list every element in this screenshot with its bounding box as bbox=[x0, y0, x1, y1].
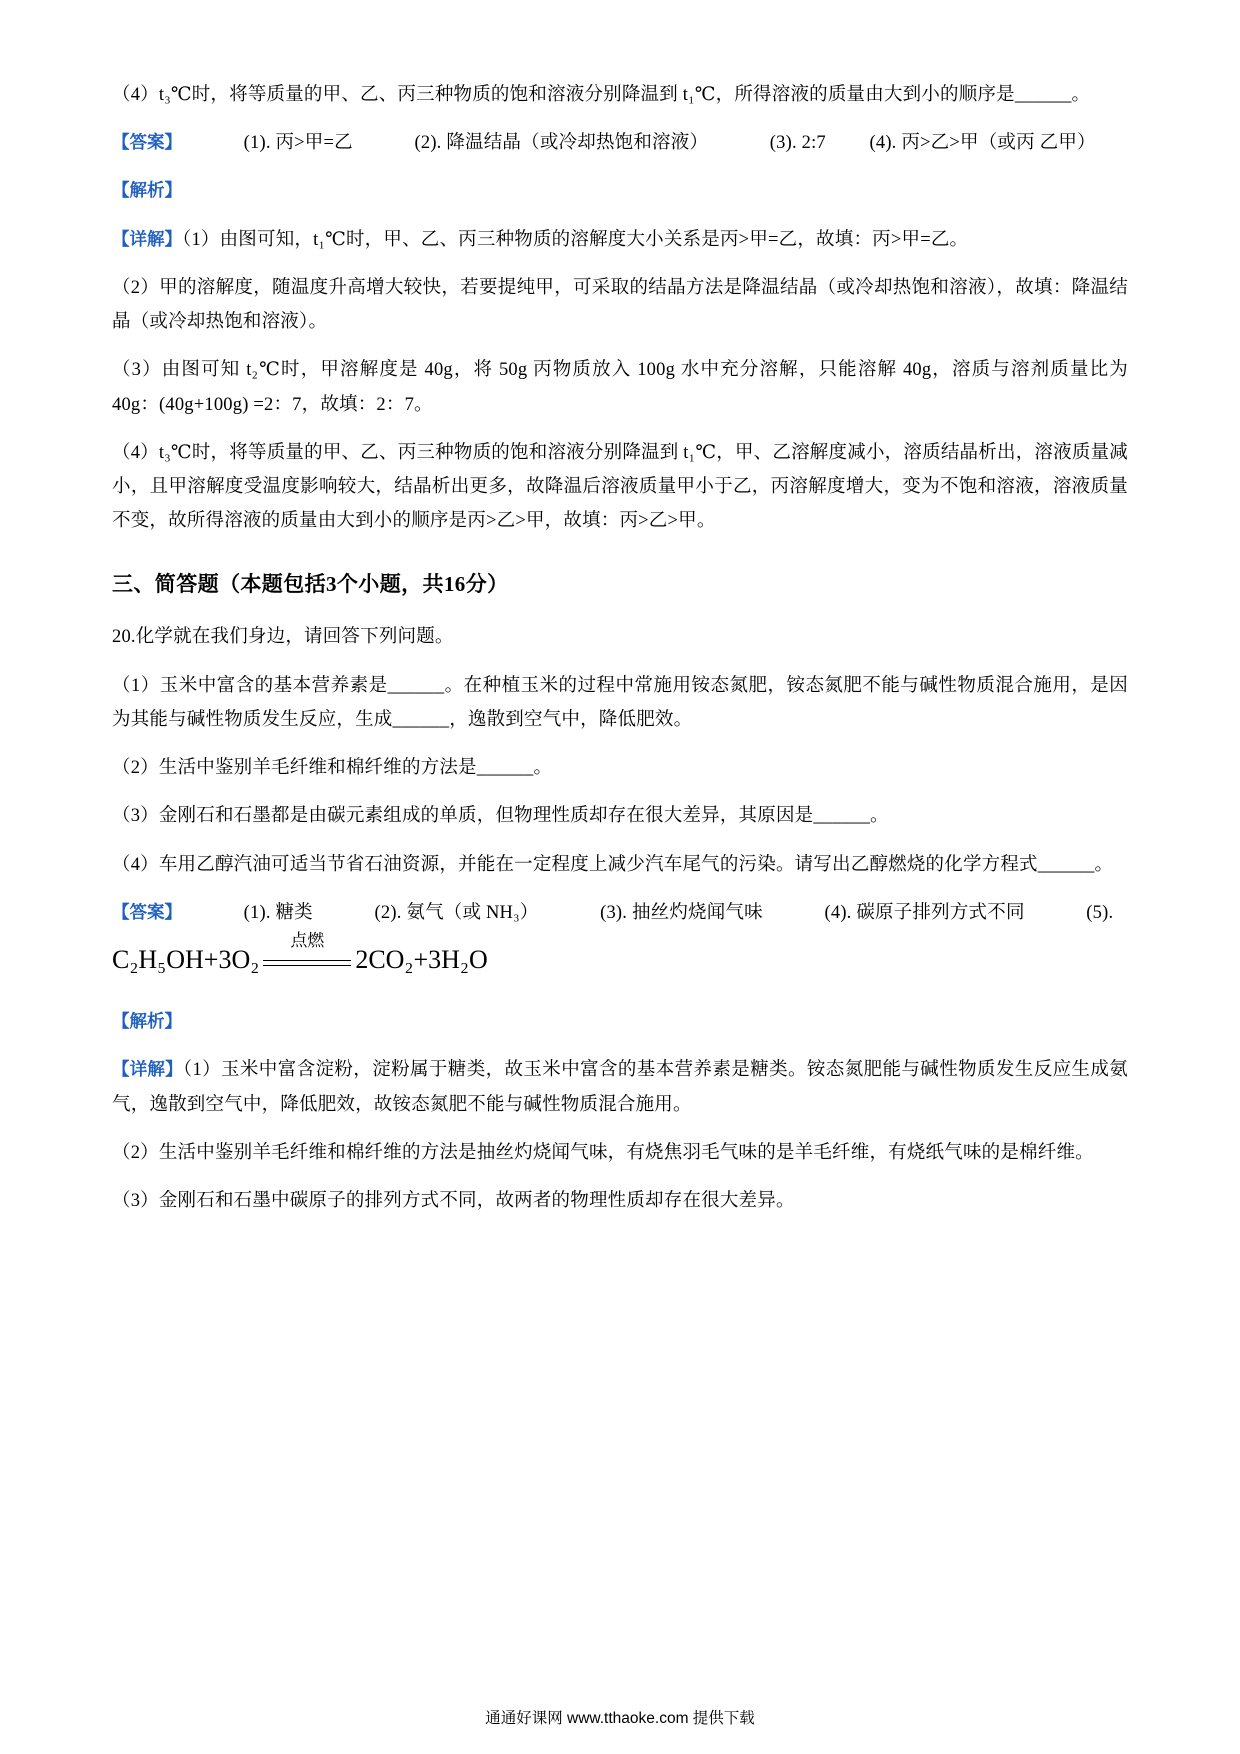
q19-detail-2: （2）甲的溶解度，随温度升高增大较快，若要提纯甲，可采取的结晶方法是降温结晶（或冷却热饱和溶液），故填：降温结晶（或冷却热饱和溶液）。 bbox=[112, 277, 1128, 333]
q20-answer-5: (5). bbox=[1086, 902, 1114, 923]
page-footer: 通通好课网 www.tthaoke.com 提供下载 bbox=[485, 1710, 755, 1727]
q19-detail-3: （3）由图可知 t₂℃时，甲溶解度是 40g，将 50g 丙物质放入 100g 水中充分溶解，只能溶解 40g，溶质与溶剂质量比为 40g：(40g+100g) =2：7，故填：2：7。 bbox=[112, 360, 1128, 415]
q19-detail-4: （4）t₃℃时，将等质量的甲、乙、丙三种物质的饱和溶液分别降温到 t₁℃，甲、乙溶解度减小，溶质结晶析出，溶液质量减小，且甲溶解度受温度影响较大，结晶析出更多，故降温后溶液质量甲小于乙，丙溶解度增大，变为不饱和溶液，溶液质量不变，故所得溶液的质量由大到小的顺序是丙>乙>甲，故填：丙>乙>甲。 bbox=[112, 442, 1128, 532]
q20-detail-3: （3）金刚石和石墨中碳原子的排列方式不同，故两者的物理性质却存在很大差异。 bbox=[112, 1191, 795, 1211]
q19-answer-1: (1). 丙>甲=乙 bbox=[243, 133, 353, 154]
q19-analysis-tag-line bbox=[112, 174, 1128, 208]
q20-chemical-equation bbox=[112, 931, 1128, 975]
q20-answer-1: (1). 糖类 bbox=[243, 902, 313, 923]
q19-detail-1-text: （1）由图可知，t₁℃时，甲、乙、丙三种物质的溶解度大小关系是丙>甲=乙，故填：丙>甲=乙。 bbox=[182, 229, 969, 250]
q20-answer-2: (2). 氨气（或 NH₃） bbox=[374, 902, 539, 923]
q20-detail-1-text: （1）玉米中富含淀粉，淀粉属于糖类，故玉米中富含的基本营养素是糖类。铵态氮肥能与碱性物质发生反应生成氨气，逸散到空气中，降低肥效，故铵态氮肥不能与碱性物质混合施用。 bbox=[112, 1060, 1128, 1115]
q20-answer-4: (4). 碳原子排列方式不同 bbox=[824, 902, 1025, 923]
answer-tag: 【答案】 bbox=[112, 132, 182, 153]
equation-left: C₂H₅OH+3O₂ bbox=[112, 944, 260, 974]
q19-answer-3: (3). 2:7 bbox=[769, 133, 826, 154]
q19-answer-4-wrap: 乙甲） bbox=[1039, 133, 1096, 154]
q19-answer-4: (4). 丙>乙>甲（或丙 bbox=[869, 133, 1035, 154]
q20-detail-2: （2）生活中鉴别羊毛纤维和棉纤维的方法是抽丝灼烧闻气味，有烧焦羽毛气味的是羊毛纤维，有烧纸气味的是棉纤维。 bbox=[112, 1142, 1094, 1163]
detail-tag: 【详解】 bbox=[112, 228, 182, 249]
equation-condition: 点燃 bbox=[290, 931, 325, 951]
equation-condition-arrow bbox=[261, 931, 353, 975]
analysis-tag: 【解析】 bbox=[112, 1011, 182, 1032]
equation-right: 2CO₂+3H₂O bbox=[355, 944, 488, 974]
q19-part4-question: （4）t₃℃时，将等质量的甲、乙、丙三种物质的饱和溶液分别降温到 t₁℃，所得溶液的质量由大到小的顺序是______。 bbox=[112, 85, 1091, 105]
q20-part-4: （4）车用乙醇汽油可适当节省石油资源，并能在一定程度上减少汽车尾气的污染。请写出乙醇燃烧的化学方程式______。 bbox=[112, 854, 1114, 875]
q20-stem: 20.化学就在我们身边，请回答下列问题。 bbox=[112, 627, 454, 648]
q20-answer-3: (3). 抽丝灼烧闻气味 bbox=[600, 902, 763, 923]
q19-answer-line bbox=[112, 126, 1128, 160]
detail-tag: 【详解】 bbox=[112, 1059, 183, 1080]
q20-part-3: （3）金刚石和石墨都是由碳元素组成的单质，但物理性质却存在很大差异，其原因是______。 bbox=[112, 806, 889, 827]
section-title: 三、简答题（本题包括3个小题，共16分） bbox=[112, 572, 509, 597]
q20-part-1: （1）玉米中富含的基本营养素是______。在种植玉米的过程中常施用铵态氮肥，铵态氮肥不能与碱性物质混合施用，是因为其能与碱性物质发生反应，生成______，逸散到空气中，降低肥效。 bbox=[112, 675, 1128, 730]
answer-tag: 【答案】 bbox=[112, 901, 182, 922]
analysis-tag: 【解析】 bbox=[112, 180, 182, 201]
q20-part-2: （2）生活中鉴别羊毛纤维和棉纤维的方法是______。 bbox=[112, 758, 553, 779]
q19-detail-1 bbox=[112, 223, 1128, 257]
q20-detail-1 bbox=[112, 1053, 1128, 1121]
q19-answer-2: (2). 降温结晶（或冷却热饱和溶液） bbox=[414, 133, 709, 154]
q20-analysis-tag-line bbox=[112, 1005, 1128, 1039]
q20-answer-line bbox=[112, 896, 1128, 930]
